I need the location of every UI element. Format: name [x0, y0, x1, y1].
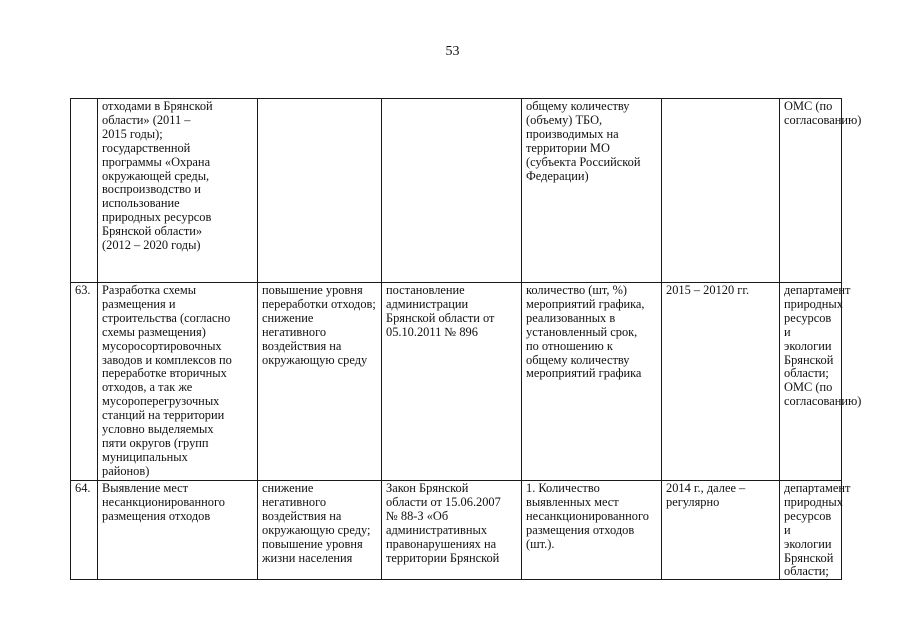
table-row	[71, 99, 842, 283]
row-number-cell: 63.	[71, 283, 98, 481]
responsible-cell: ОМС (по согласованию)	[780, 99, 842, 283]
term-cell: 2015 – 20120 гг.	[662, 283, 780, 481]
indicator-cell: общему количеству (объему) ТБО, производимых на территории МО (субъекта Российской Федерации)	[522, 99, 662, 283]
indicator-cell: 1. Количество выявленных мест несанкционированного размещения отходов (шт.).	[522, 481, 662, 580]
responsible-cell: департамент природных ресурсов и экологии Брянской области; ОМС (по согласованию)	[780, 283, 842, 481]
measure-cell: отходами в Брянской области» (2011 – 2015 годы); государственной программы «Охрана окружающей среды, воспроизводство и использование природных ресурсов Брянской области» (2012 – 2020 годы)	[98, 99, 258, 283]
measure-cell: Выявление мест несанкционированного размещения отходов	[98, 481, 258, 580]
indicator-cell: количество (шт, %) мероприятий графика, реализованных в установленный срок, по отношению к общему количеству мероприятий графика	[522, 283, 662, 481]
result-cell: повышение уровня переработки отходов; снижение негативного воздействия на окружающую среду	[258, 283, 382, 481]
measures-table	[70, 98, 862, 580]
table-row	[71, 283, 842, 481]
measure-cell: Разработка схемы размещения и строительства (согласно схемы размещения) мусоросортировочных заводов и комплексов по переработке вторичных отходов, а так же мусороперегрузочных станций на территории условно выделяемых пяти округов (групп муниципальных районов)	[98, 283, 258, 481]
term-cell: 2014 г., далее – регулярно	[662, 481, 780, 580]
page-number: 53	[445, 44, 460, 59]
term-cell	[662, 99, 780, 283]
result-cell	[258, 99, 382, 283]
result-cell: снижение негативного воздействия на окружающую среду; повышение уровня жизни населения	[258, 481, 382, 580]
basis-cell: Закон Брянской области от 15.06.2007 № 88-З «Об административных правонарушениях на территории Брянской	[382, 481, 522, 580]
basis-cell	[382, 99, 522, 283]
table-row	[71, 481, 842, 580]
row-number-cell: 64.	[71, 481, 98, 580]
row-number-cell	[71, 99, 98, 283]
responsible-cell: департамент природных ресурсов и экологии Брянской области;	[780, 481, 842, 580]
basis-cell: постановление администрации Брянской области от 05.10.2011 № 896	[382, 283, 522, 481]
